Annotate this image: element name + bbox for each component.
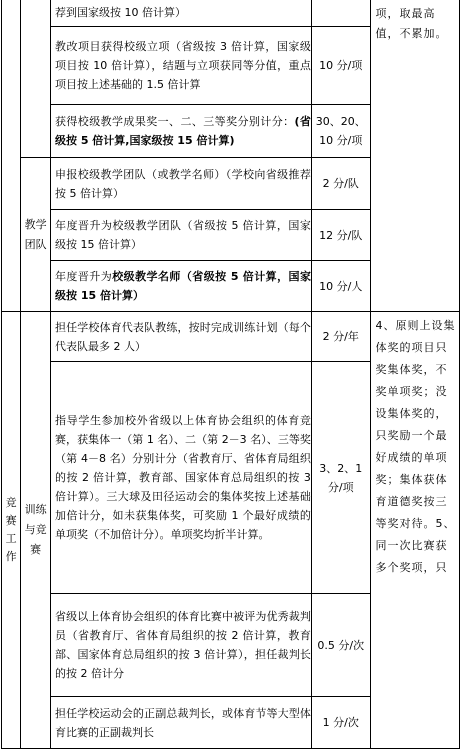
item-description xyxy=(50,0,311,27)
scoring-table xyxy=(1,0,460,749)
text-segment: 教改项目获得校级立项（省级按 3 倍计算，国家级项目按 10 倍计算），结题与立项获同等分值，重点项目按上述基础的 1.5 倍计算 xyxy=(54,40,311,91)
remark-cell-competition xyxy=(370,312,459,749)
text-segment: 担任学校运动会的正副总裁判长，或体育节等大型体育比赛的正副裁判长 xyxy=(54,706,311,739)
text-segment: 年度晋升为 xyxy=(54,270,113,283)
item-description xyxy=(50,210,311,261)
remark-text: 项，取最高值，不累加。 xyxy=(375,7,448,40)
item-description xyxy=(50,312,311,362)
bold-text-segment: 校级教学名师（省级按 5 倍计算，国家级按 15 倍计算） xyxy=(54,270,311,302)
item-score: 10 分/项 xyxy=(311,27,370,105)
item-description xyxy=(50,27,311,105)
remark-text: 4、原则上设集体奖的项目只奖集体奖，不奖单项奖；没设集体奖的，只奖励一个最好成绩的单项奖；集体获体育道德奖按三等奖对待。5、同一次比赛获多个奖项，只 xyxy=(375,319,456,574)
text-segment: 省级以上体育协会组织的体育比赛中被评为优秀裁判员（省教育厅、省体育局组织的按 2 倍计算，教育部、国家体育总局组织的按 3 倍计算），担任裁判长的按 2 倍计分 xyxy=(54,610,311,680)
category-cell-empty-top xyxy=(2,0,21,312)
item-score: 2 分/队 xyxy=(311,158,370,210)
item-score: 10 分/人 xyxy=(311,261,370,312)
remark-cell-top xyxy=(370,0,459,312)
item-score: 1 分/次 xyxy=(311,697,370,749)
item-score: 12 分/队 xyxy=(311,210,370,261)
text-segment: 获得校级教学成果奖一、二、三等奖分别计分： xyxy=(54,115,295,128)
item-description xyxy=(50,697,311,749)
item-score xyxy=(311,0,370,27)
item-score: 2 分/年 xyxy=(311,312,370,362)
item-score: 0.5 分/次 xyxy=(311,594,370,697)
teaching-team-label: 教学团队 xyxy=(21,158,51,312)
item-score: 3、2、1 分/项 xyxy=(311,362,370,594)
item-description xyxy=(50,594,311,697)
item-description xyxy=(50,362,311,594)
text-segment: 年度晋升为校级教学团队（省级按 5 倍计算，国家级按 15 倍计算） xyxy=(54,219,311,251)
training-competition-label: 训练与竞赛 xyxy=(21,312,51,749)
text-segment: 担任学校体育代表队教练，按时完成训练计划（每个代表队最多 2 人） xyxy=(54,320,311,353)
text-segment: 指导学生参加校外省级以上体育协会组织的体育竞赛，获集体一（第 1 名）、二（第 2－3 名）、三等奖（第 4－8 名）分别计分（省教育厅、省体育局组织的按 2 倍计算，教育部、国家体育总局组织的按 3 倍计算）。三大球及田径运动会的集体奖按上述基础加倍计分，如未获集体奖，可奖励 1 个最好成绩的单项奖（不加倍计分）。单项奖均折半计算。 xyxy=(54,414,311,541)
competition-category-label: 竞赛工作 xyxy=(2,312,21,749)
subcategory-cell-empty-top xyxy=(21,0,51,158)
text-segment: 申报校级教学团队（或教学名师）（学校向省级推荐按 5 倍计算） xyxy=(54,167,311,200)
item-description xyxy=(50,261,311,312)
text-segment: 荐到国家级按 10 倍计算） xyxy=(54,5,186,19)
item-score: 30、20、10 分/项 xyxy=(311,105,370,158)
bold-text-segment: (省级按 5 倍计算,国家级按 15 倍计算) xyxy=(54,115,311,147)
item-description xyxy=(50,158,311,210)
item-description xyxy=(50,105,311,158)
